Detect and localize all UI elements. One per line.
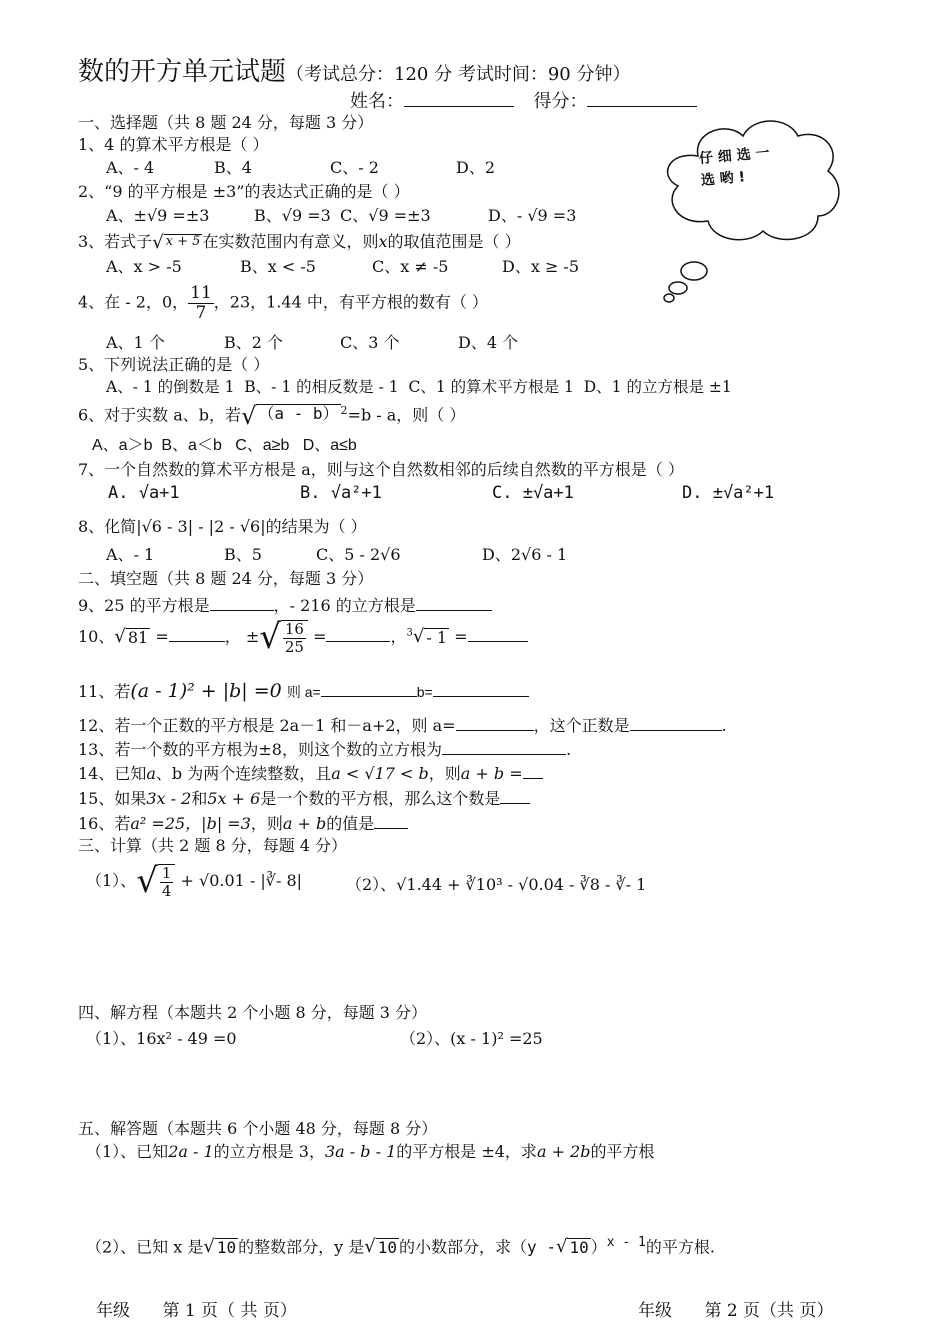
q2-option-b[interactable]: B、√9 =3 xyxy=(254,206,331,225)
q6-text-c: =b - a，则（ ） xyxy=(347,405,466,425)
s3-p1-expression: + √0.01 - |∛- 8| xyxy=(180,871,303,890)
q10-blank-1[interactable] xyxy=(169,625,225,642)
s3-problem-1 xyxy=(86,861,303,901)
q11-blank-a[interactable] xyxy=(321,680,417,697)
sqrt-expression: √ x + 5 xyxy=(152,231,201,253)
s4-problem-1: （1）、16x² - 49 =0 xyxy=(86,1029,237,1048)
q3-text-a: 3、若式子 xyxy=(78,232,153,251)
header xyxy=(78,58,630,88)
sqrt-10: √ 10 xyxy=(203,1236,237,1258)
cloud-line-2: 选 哟 ! xyxy=(700,168,746,189)
q11 xyxy=(78,680,529,703)
q11-expression: (a - 1)² + |b| =0 xyxy=(130,680,282,702)
q12-text-b: ，这个正数是 xyxy=(533,716,630,735)
q11-text-a: 11、若 xyxy=(78,682,131,701)
section-2-heading: 二、填空题（共 8 题 24 分，每题 3 分） xyxy=(78,569,374,588)
q10-blank-2[interactable] xyxy=(326,625,390,642)
q6-option-b[interactable]: B、a＜b xyxy=(161,437,222,454)
q14-text-c: 、b 为两个连续整数，且 xyxy=(155,764,332,783)
q15-expr-1: 3x - 2 xyxy=(146,789,192,808)
q5-option-a[interactable]: A、- 1 的倒数是 1 xyxy=(106,378,235,396)
q15-expr-2: 5x + 6 xyxy=(207,789,261,808)
q13: 13、若一个数的平方根为±8，则这个数的立方根为 . xyxy=(78,740,572,759)
q7-option-d[interactable]: D. ±√a²+1 xyxy=(682,483,775,503)
q15-text-e: 是一个数的平方根，那么这个数是 xyxy=(260,789,501,808)
score-field[interactable] xyxy=(587,90,697,107)
q10-equals-1: = xyxy=(155,627,169,646)
section-4-heading: 四、解方程（本题共 2 个小题 8 分，每题 3 分） xyxy=(78,1003,428,1022)
section-3-heading: 三、计算（共 2 题 8 分，每题 4 分） xyxy=(78,836,348,855)
s5-p2-text-d: （y - xyxy=(511,1237,556,1257)
section-1-heading: 一、选择题（共 8 题 24 分，每题 3 分） xyxy=(78,113,374,132)
q3-option-a[interactable]: A、x > -5 xyxy=(106,257,182,276)
q9-text-a: 9、25 的平方根是 xyxy=(78,596,210,615)
q6-radicand: （a - b） xyxy=(256,404,340,428)
q5-option-d[interactable]: D、1 的立方根是 ±1 xyxy=(583,378,732,396)
q4-option-a[interactable]: A、1 个 xyxy=(106,333,165,352)
q10-radicand-1: 81 xyxy=(127,627,149,647)
footer-left xyxy=(96,1302,297,1322)
q16-conditions: a² =25，|b| =3 xyxy=(130,814,251,833)
q1-option-a[interactable]: A、- 4 xyxy=(106,158,155,177)
s5-problem-2 xyxy=(86,1236,715,1258)
name-field[interactable] xyxy=(404,90,514,107)
sqrt-10: √ 10 xyxy=(555,1236,589,1258)
q9-text-b: ，- 216 的立方根是 xyxy=(273,596,416,615)
q1-option-d[interactable]: D、2 xyxy=(456,158,496,177)
q2-option-c[interactable]: C、√9 =±3 xyxy=(340,206,431,225)
s5-p1-text-a: （1）、已知 xyxy=(86,1142,169,1161)
q6-options xyxy=(92,437,357,455)
q10-equals-2: = xyxy=(313,627,327,646)
q11-blank-b[interactable] xyxy=(433,680,529,697)
q7-option-a[interactable]: A. √a+1 xyxy=(108,483,180,503)
q14-text-e: ，则 xyxy=(428,764,461,783)
q3 xyxy=(78,233,521,252)
q3-text-b: 在实数范围内有意义，则 xyxy=(202,232,379,251)
q9-blank-2[interactable] xyxy=(416,594,492,611)
s3-problem-2 xyxy=(346,876,646,894)
q14-variable-a: a xyxy=(146,764,156,783)
name-label: 姓名： xyxy=(350,91,404,112)
s5-p2-text-e: ） xyxy=(590,1237,607,1257)
fraction xyxy=(188,284,214,322)
s5-p2-radicand-2: 10 xyxy=(377,1238,398,1258)
q4-text-b: ，23，1.44 中，有平方根的数有（ ） xyxy=(213,292,488,312)
q7-option-b[interactable]: B. √a²+1 xyxy=(300,483,382,503)
q4-option-d[interactable]: D、4 个 xyxy=(458,333,519,352)
q14 xyxy=(78,762,543,783)
q8-option-a[interactable]: A、- 1 xyxy=(106,545,155,564)
s5-p2-text-c: 的小数部分，求 xyxy=(399,1237,512,1257)
q13-text: 13、若一个数的平方根为±8，则这个数的立方根为 xyxy=(78,740,442,759)
q2-option-d[interactable]: D、- √9 =3 xyxy=(488,206,577,225)
q8-option-d[interactable]: D、2√6 - 1 xyxy=(482,545,568,564)
q14-sum: a + b = xyxy=(460,764,523,783)
q3-option-c[interactable]: C、x ≠ -5 xyxy=(372,257,449,276)
q6-exponent: 2 xyxy=(340,404,348,418)
q8-options xyxy=(106,546,567,564)
sqrt-81: √ 81 xyxy=(114,625,149,647)
q11-text-c: b= xyxy=(416,684,433,700)
exam-info: （考试总分：120 分 考试时间：90 分钟） xyxy=(286,64,631,85)
s5-p1-text-c: 的立方根是 3， xyxy=(213,1142,325,1161)
s5-p2-radicand-1: 10 xyxy=(216,1238,237,1258)
q6-option-a[interactable]: A、a＞b xyxy=(92,437,153,454)
q6-text-a: 6、对于实数 a、b，若 xyxy=(78,405,242,425)
q2-option-a[interactable]: A、±√9 =±3 xyxy=(106,206,210,225)
q3-options xyxy=(106,258,579,276)
sqrt-expression: √ （a - b） xyxy=(241,402,339,430)
q6-option-c[interactable]: C、a≥b xyxy=(235,437,290,454)
q3-text-c: 的取值范围是（ ） xyxy=(387,232,521,251)
s3-p1-numerator: 1 xyxy=(161,864,172,882)
q16-text-e: 的值是 xyxy=(326,814,375,833)
q3-option-d[interactable]: D、x ≥ -5 xyxy=(502,257,580,276)
q7-options xyxy=(108,484,774,504)
cloud-line-1: 仔 细 选 一 xyxy=(698,144,771,168)
s5-p2-radicand-3: 10 xyxy=(569,1238,589,1258)
s5-p1-expr-2: 3a - b - 1 xyxy=(324,1142,397,1161)
s3-p2-expression: √1.44 + ∛10³ - √0.04 - ∛8 - ∛- 1 xyxy=(396,875,647,894)
q10-equals-3: = xyxy=(454,627,468,646)
q11-text-b: 则 a= xyxy=(286,684,321,700)
q10-numerator: 16 xyxy=(284,620,304,638)
cube-root: √ - 1 xyxy=(412,625,448,647)
q8-expression: |√6 - 3| - |2 - √6| xyxy=(136,517,266,536)
q6-option-d[interactable]: D、a≤b xyxy=(302,437,357,454)
q10-label: 10、 xyxy=(78,627,115,646)
q10-radicand-3: - 1 xyxy=(426,627,448,647)
section-5-heading: 五、解答题（本题共 6 个小题 48 分，每题 8 分） xyxy=(78,1119,438,1138)
s5-p1-expr-1: 2a - 1 xyxy=(168,1142,214,1161)
q4-numerator: 11 xyxy=(190,283,212,303)
q5: 5、下列说法正确的是（ ） xyxy=(78,355,270,374)
page-title: 数的开方单元试题 xyxy=(78,57,287,87)
q6 xyxy=(78,404,465,428)
q12-text-a: 12、若一个正数的平方根是 2a－1 和－a+2，则 a= xyxy=(78,716,456,735)
sqrt-10: √ 10 xyxy=(364,1236,398,1258)
q14-blank[interactable] xyxy=(523,762,543,779)
s5-p2-text-f: 的平方根. xyxy=(645,1237,715,1257)
q14-text-a: 14、已知 xyxy=(78,764,147,783)
s4-problem-2: （2）、(x - 1)² =25 xyxy=(400,1029,543,1048)
s3-p1-denominator: 4 xyxy=(161,881,172,900)
s5-p2-text-b: 的整数部分，y 是 xyxy=(238,1237,365,1257)
q12-blank-2[interactable] xyxy=(630,714,722,731)
q4-denominator: 7 xyxy=(195,302,207,323)
q7-option-c[interactable]: C. ±√a+1 xyxy=(492,483,574,503)
q5-option-b[interactable]: B、- 1 的相反数是 - 1 xyxy=(244,378,399,396)
q1-option-c[interactable]: C、- 2 xyxy=(330,158,379,177)
s5-p1-text-e: 的平方根是 ±4，求 xyxy=(396,1142,537,1161)
score-label: 得分： xyxy=(533,91,588,112)
footer-right-grade: 年级 xyxy=(638,1301,672,1321)
q15-text-a: 15、如果 xyxy=(78,789,147,808)
q8-option-c[interactable]: C、5 - 2√6 xyxy=(316,545,401,564)
q4-options xyxy=(106,334,518,352)
q8-option-b[interactable]: B、5 xyxy=(224,545,262,564)
q1-option-b[interactable]: B、4 xyxy=(214,158,252,177)
q16-sum: a + b xyxy=(282,814,327,833)
q2-options xyxy=(106,207,576,225)
q16 xyxy=(78,812,408,833)
q9-blank-1[interactable] xyxy=(210,594,274,611)
q3-radicand: x + 5 xyxy=(164,234,203,252)
s5-p2-text-a: （2）、已知 x 是 xyxy=(86,1237,204,1257)
q10-blank-3[interactable] xyxy=(468,625,528,642)
q7: 7、一个自然数的算术平方根是 a，则与这个自然数相邻的后续自然数的平方根是（ ） xyxy=(78,460,684,479)
footer-left-page: 第 1 页（ 共 页） xyxy=(162,1301,297,1321)
q13-blank[interactable] xyxy=(442,738,566,755)
q8 xyxy=(78,518,367,536)
q4-option-c[interactable]: C、3 个 xyxy=(340,333,400,352)
q16-text-c: ，则 xyxy=(250,814,283,833)
s5-p1-expr-3: a + 2b xyxy=(536,1142,591,1161)
q1-options xyxy=(106,159,495,177)
q4-text-a: 4、在 - 2，0， xyxy=(78,292,189,312)
q12-blank-1[interactable] xyxy=(456,714,534,731)
s3-p1-label: （1）、 xyxy=(86,871,137,890)
s3-p2-label: （2）、 xyxy=(346,875,397,894)
q9 xyxy=(78,594,492,615)
q10-denominator: 25 xyxy=(284,637,304,656)
q8-text-a: 8、化简 xyxy=(78,517,137,536)
q15 xyxy=(78,787,530,808)
q8-text-b: 的结果为（ ） xyxy=(265,517,367,536)
q15-blank[interactable] xyxy=(500,787,530,804)
q4 xyxy=(78,284,488,322)
q5-option-c[interactable]: C、1 的算术平方根是 1 xyxy=(408,378,574,396)
q14-inequality: a < √17 < b xyxy=(331,764,429,783)
q3-option-b[interactable]: B、x < -5 xyxy=(240,257,316,276)
q15-text-c: 和 xyxy=(191,789,208,808)
q3-variable: x xyxy=(378,232,388,251)
name-score-row xyxy=(350,90,697,113)
q16-text-a: 16、若 xyxy=(78,814,131,833)
s5-p2-exponent: x - 1 xyxy=(606,1235,646,1250)
q1: 1、4 的算术平方根是（ ） xyxy=(78,135,269,154)
footer-right xyxy=(638,1302,833,1322)
footer-right-page: 第 2 页（共 页） xyxy=(704,1301,834,1321)
q10-plus-minus: ± xyxy=(245,627,260,646)
q5-options xyxy=(106,379,732,397)
q12: 12、若一个正数的平方根是 2a－1 和－a+2，则 a= ，这个正数是 . xyxy=(78,716,727,735)
q10: 10、 √ 81 = ， ± √ $\frac{16}{25}$ = ，$^3$ √ - 1 = xyxy=(78,620,528,655)
q4-option-b[interactable]: B、2 个 xyxy=(224,333,284,352)
footer-left-grade: 年级 xyxy=(96,1301,130,1321)
q16-blank[interactable] xyxy=(374,812,408,829)
cloud-text xyxy=(698,143,772,192)
s5-p1-text-g: 的平方根 xyxy=(590,1142,655,1161)
s5-problem-1 xyxy=(86,1143,655,1161)
sqrt-fraction: √ $\frac{16}{25}$ xyxy=(259,620,308,655)
q2: 2、“9 的平方根是 ±3”的表达式正确的是（ ） xyxy=(78,182,410,201)
sqrt-fraction: √ $\frac{1}{4}$ xyxy=(136,864,175,899)
